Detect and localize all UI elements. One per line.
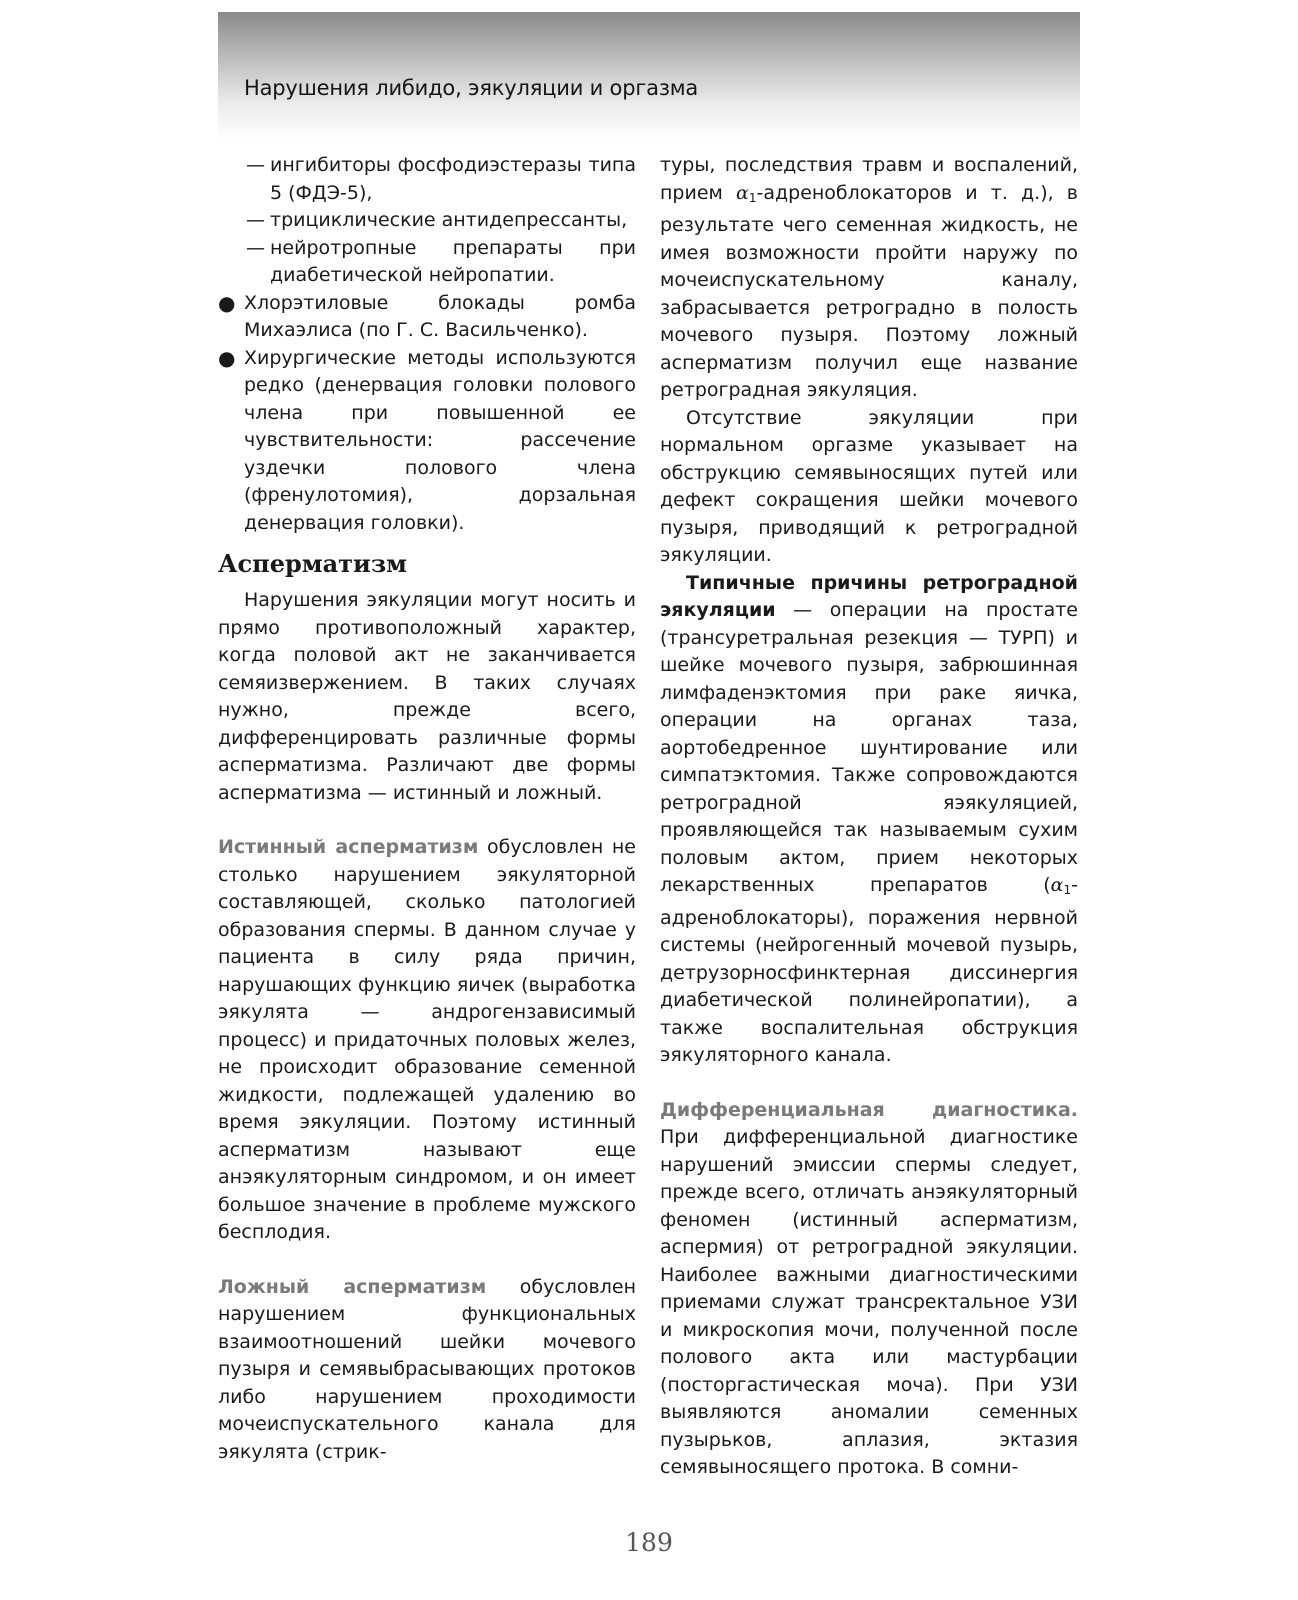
differential-diagnosis-paragraph [660, 1097, 1078, 1482]
dash-marker: — [246, 236, 265, 259]
term-lead: Типичные причины ретроградной эякуляции [660, 571, 1078, 621]
term-lead: Ложный аспермaтизм [218, 1275, 487, 1298]
paragraph-text: обусловлен нарушением функциональных взаимоотношений шейки мочевого пузыря и семявыбрасывающих протоков либо нарушением проходимости мочеиспускательного канала для эякулята (стрик- [218, 1275, 636, 1463]
list-item-text: ингибиторы фосфодиэстеразы типа 5 (ФДЭ-5), [270, 154, 636, 204]
list-item-text: нейротропные препараты при диабетической нейропатии. [270, 236, 636, 286]
term-lead: Истинный аспермaтизм [218, 836, 479, 858]
bullet-item [218, 345, 636, 538]
list-item [218, 152, 636, 207]
dash-marker: — [246, 154, 265, 176]
page-number: 189 [625, 1528, 673, 1557]
paragraph-text: -адреноблокаторов и т. д.), в результате чего семенная жидкость, не имея возможности пройти наружу по мочеиспускательному каналу, забрасывается ретроградно в полость мочевого пузыря. Поэтому ложный аспермaтизм получил еще название ретроградная эякуляция. [660, 181, 1078, 401]
continued-paragraph [660, 152, 1078, 405]
intro-paragraph: Нарушения эякуляции могут носить и прямо противоположный характер, когда половой акт не заканчивается семяизвержением. В таких случаях нужно, прежде всего, дифференцировать различные формы аспермaтизма. Различают две формы аспермaтизма — истинный и ложный. [218, 589, 636, 804]
left-column [218, 152, 636, 1466]
bullet-icon: ● [218, 290, 236, 315]
alpha-symbol: α [1050, 874, 1064, 896]
subscript: 1 [1063, 883, 1072, 897]
bullet-text: Хлорэтиловые блокады ромба Михаэлиса (по Г. С. Васильченко). [244, 291, 636, 341]
bullet-icon: ● [218, 345, 236, 370]
right-column [660, 152, 1078, 1482]
paragraph-text: При дифференциальной диагностике нарушений эмиссии спермы следует, прежде всего, отличать анэякуляторный феномен (истинный аспермaтизм, аспермия) от ретроградной эякуляции. Наиболее важными диагностическими приемами служат трансректальное УЗИ и микроскопия мочи, полученной после полового акта или мастурбации (посторгастическая моча). При УЗИ выявляются аномалии семенных пузырьков, аплазия, эктазия семявыносящего протока. В сомни- [660, 1126, 1078, 1478]
subscript: 1 [748, 190, 757, 205]
alpha-symbol: α [736, 181, 749, 204]
term-lead: Дифференциальная диагностика. [660, 1098, 1078, 1121]
section-heading: Аспермaтизм [218, 549, 408, 578]
paragraph-text: туры, последствия травм и воспалений, прием [660, 154, 1078, 204]
list-item-text: трициклические антидепрессанты, [270, 209, 628, 231]
typical-causes-paragraph [660, 570, 1078, 1070]
chapter-title: Нарушения либидо, эякуляции и оргазма [244, 76, 699, 100]
dash-marker: — [246, 209, 265, 231]
paragraph-text: обусловлен не столько нарушением эякуляторной составляющей, сколько патологией образования спермы. В данном случае у пациента в силу ряда причин, нарушающих функцию яичек (выработка эякулята — андрогензависимый процесс) и придаточных половых желез, не происходит образование семенной жидкости, подлежащей удалению во время эякуляции. Поэтому истинный аспермaтизм называют еще анэякуляторным синдромом, и он имеет большое значение в проблеме мужского бесплодия. [218, 836, 636, 1243]
false-aspermatism-paragraph [218, 1274, 636, 1467]
paragraph-text: — операции на простате (трансуретральная резекция — ТУРП) и шейке мочевого пузыря, забрюшинная лимфаденэктомия при раке яичка, операции на органах таза, аортобедренное шунтирование или симпатэктомия. Также сопровождаются ретроградной яэякуляцией, проявляющейся так называемым сухим половым актом, прием некоторых лекарственных препаратов ( [660, 599, 1078, 896]
list-item [218, 207, 636, 235]
true-aspermatism-paragraph [218, 834, 636, 1247]
bullet-text: Хирургические методы используются редко (денервация головки полового члена при повышенной ее чувствительности: рассечение уздечки полового члена (френулотомия), дорзальная денервация головки). [244, 346, 636, 534]
bullet-item [218, 290, 636, 345]
running-header [218, 12, 1080, 140]
paragraph-text: -адреноблокаторы), поражения нервной системы (нейрогенный мочевой пузырь, детрузорносфинктерная диссинергия диабетической полинейропатии), а также воспалительная обструкция эякуляторного канала. [660, 874, 1078, 1066]
list-item [218, 235, 636, 290]
paragraph: Отсутствие эякуляции при нормальном оргазме указывает на обструкцию семявыносящих путей или дефект сокращения шейки мочевого пузыря, приводящий к ретроградной эякуляции. [660, 406, 1078, 566]
